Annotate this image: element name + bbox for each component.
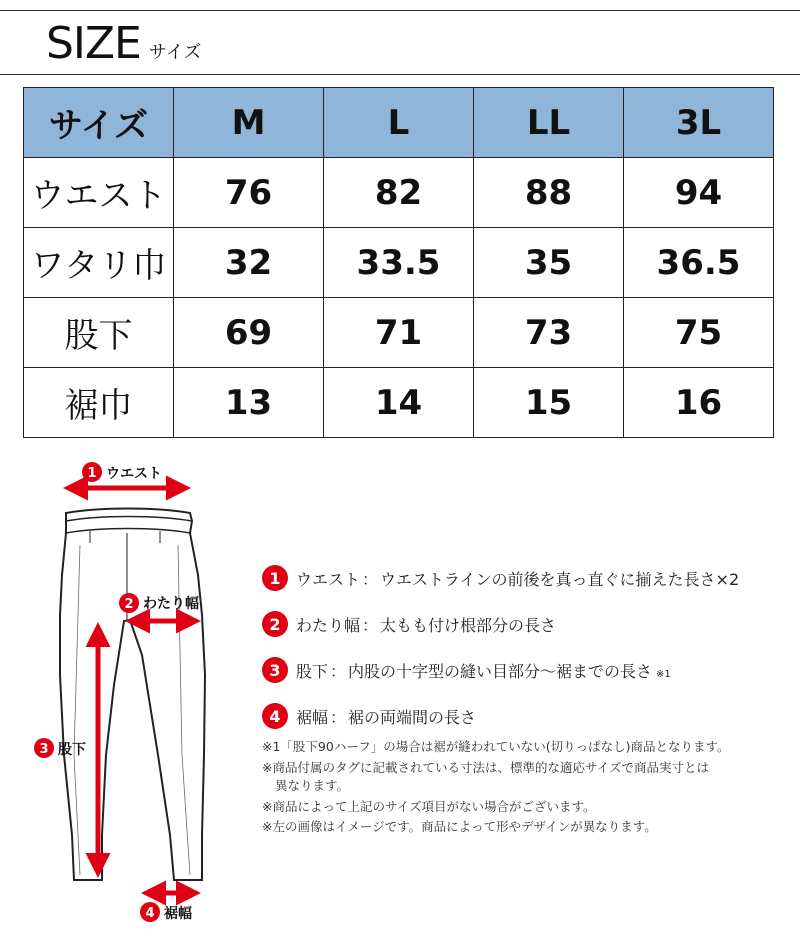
svg-text:裾幅: 裾幅: [164, 906, 192, 922]
legend-desc: 太もも付け根部分の長さ: [380, 615, 557, 635]
table-cell: 75: [624, 298, 774, 368]
list-item: 2 わたり幅 ： 太もも付け根部分の長さ: [262, 601, 792, 647]
note-text: 異なります。: [275, 778, 350, 793]
svg-text:わたり幅: わたり幅: [143, 596, 199, 612]
table-cell: 71: [324, 298, 474, 368]
title-rule: [0, 74, 800, 75]
measurement-legend: [262, 555, 792, 739]
table-row: [24, 228, 774, 298]
table-cell: 36.5: [624, 228, 774, 298]
svg-text:股下: 股下: [58, 742, 86, 758]
size-table-header-row: [24, 88, 774, 158]
row-label-waist: ウエスト: [24, 158, 174, 228]
table-row: [24, 368, 774, 438]
diagram-label-waist: [82, 462, 162, 482]
table-cell: 76: [174, 158, 324, 228]
table-cell: 16: [624, 368, 774, 438]
table-cell: 32: [174, 228, 324, 298]
size-col-l: L: [324, 88, 474, 158]
table-cell: 82: [324, 158, 474, 228]
diagram-label-inseam: [34, 738, 86, 758]
note-text: ※商品によって上記のサイズ項目がない場合がございます。: [262, 798, 596, 814]
note-text: ※左の画像はイメージです。商品によって形やデザインが異なります。: [262, 819, 657, 834]
legend-term: 股下: [296, 661, 329, 681]
svg-text:3: 3: [39, 742, 49, 757]
svg-text:4: 4: [145, 906, 155, 921]
size-table: [23, 87, 774, 438]
table-row: [24, 298, 774, 368]
legend-desc: 内股の十字型の縫い目部分〜裾までの長さ: [348, 661, 653, 681]
note-text: ※1「股下90ハーフ」の場合は裾が縫われていない(切りっぱなし)商品となります。: [262, 739, 730, 754]
size-col-3l: 3L: [624, 88, 774, 158]
row-label-hem: 裾巾: [24, 368, 174, 438]
legend-number: 2: [262, 611, 288, 637]
table-cell: 35: [474, 228, 624, 298]
legend-footnote-ref: ※1: [656, 668, 671, 680]
size-table-corner: サイズ: [24, 88, 174, 158]
table-cell: 33.5: [324, 228, 474, 298]
list-item: 3 股下 ： 内股の十字型の縫い目部分〜裾までの長さ ※1: [262, 647, 792, 693]
title-subtitle: サイズ: [148, 42, 202, 63]
note-text: ※商品付属のタグに記載されている寸法は、標準的な適応サイズで商品実寸とは: [262, 759, 709, 775]
top-rule: [0, 10, 800, 11]
table-cell: 14: [324, 368, 474, 438]
legend-number: 3: [262, 657, 288, 683]
table-row: [24, 158, 774, 228]
list-item: 4 裾幅 ： 裾の両端間の長さ: [262, 693, 792, 739]
table-cell: 13: [174, 368, 324, 438]
legend-desc: ウエストラインの前後を真っ直ぐに揃えた長さ×2: [380, 569, 740, 589]
table-cell: 94: [624, 158, 774, 228]
list-item: 1 ウエスト ： ウエストラインの前後を真っ直ぐに揃えた長さ×2: [262, 555, 792, 601]
row-label-thigh: ワタリ巾: [24, 228, 174, 298]
size-col-ll: LL: [474, 88, 624, 158]
legend-number: 1: [262, 565, 288, 591]
legend-term: 裾幅: [296, 707, 329, 727]
pants-outline: [60, 509, 205, 881]
legend-desc: 裾の両端間の長さ: [348, 707, 477, 727]
legend-term: わたり幅: [296, 615, 361, 635]
notes: [262, 738, 792, 839]
page-title: [46, 18, 201, 70]
pants-diagram: [30, 455, 260, 935]
svg-text:1: 1: [87, 466, 97, 481]
diagram-label-hem: [140, 902, 192, 922]
legend-number: 4: [262, 703, 288, 729]
row-label-inseam: 股下: [24, 298, 174, 368]
table-cell: 73: [474, 298, 624, 368]
table-cell: 69: [174, 298, 324, 368]
table-cell: 88: [474, 158, 624, 228]
size-col-m: M: [174, 88, 324, 158]
title-size: SIZE: [46, 18, 141, 69]
svg-text:2: 2: [124, 597, 134, 612]
table-cell: 15: [474, 368, 624, 438]
svg-text:ウエスト: ウエスト: [106, 466, 162, 482]
diagram-label-thigh: [119, 593, 199, 613]
legend-term: ウエスト: [296, 569, 361, 589]
